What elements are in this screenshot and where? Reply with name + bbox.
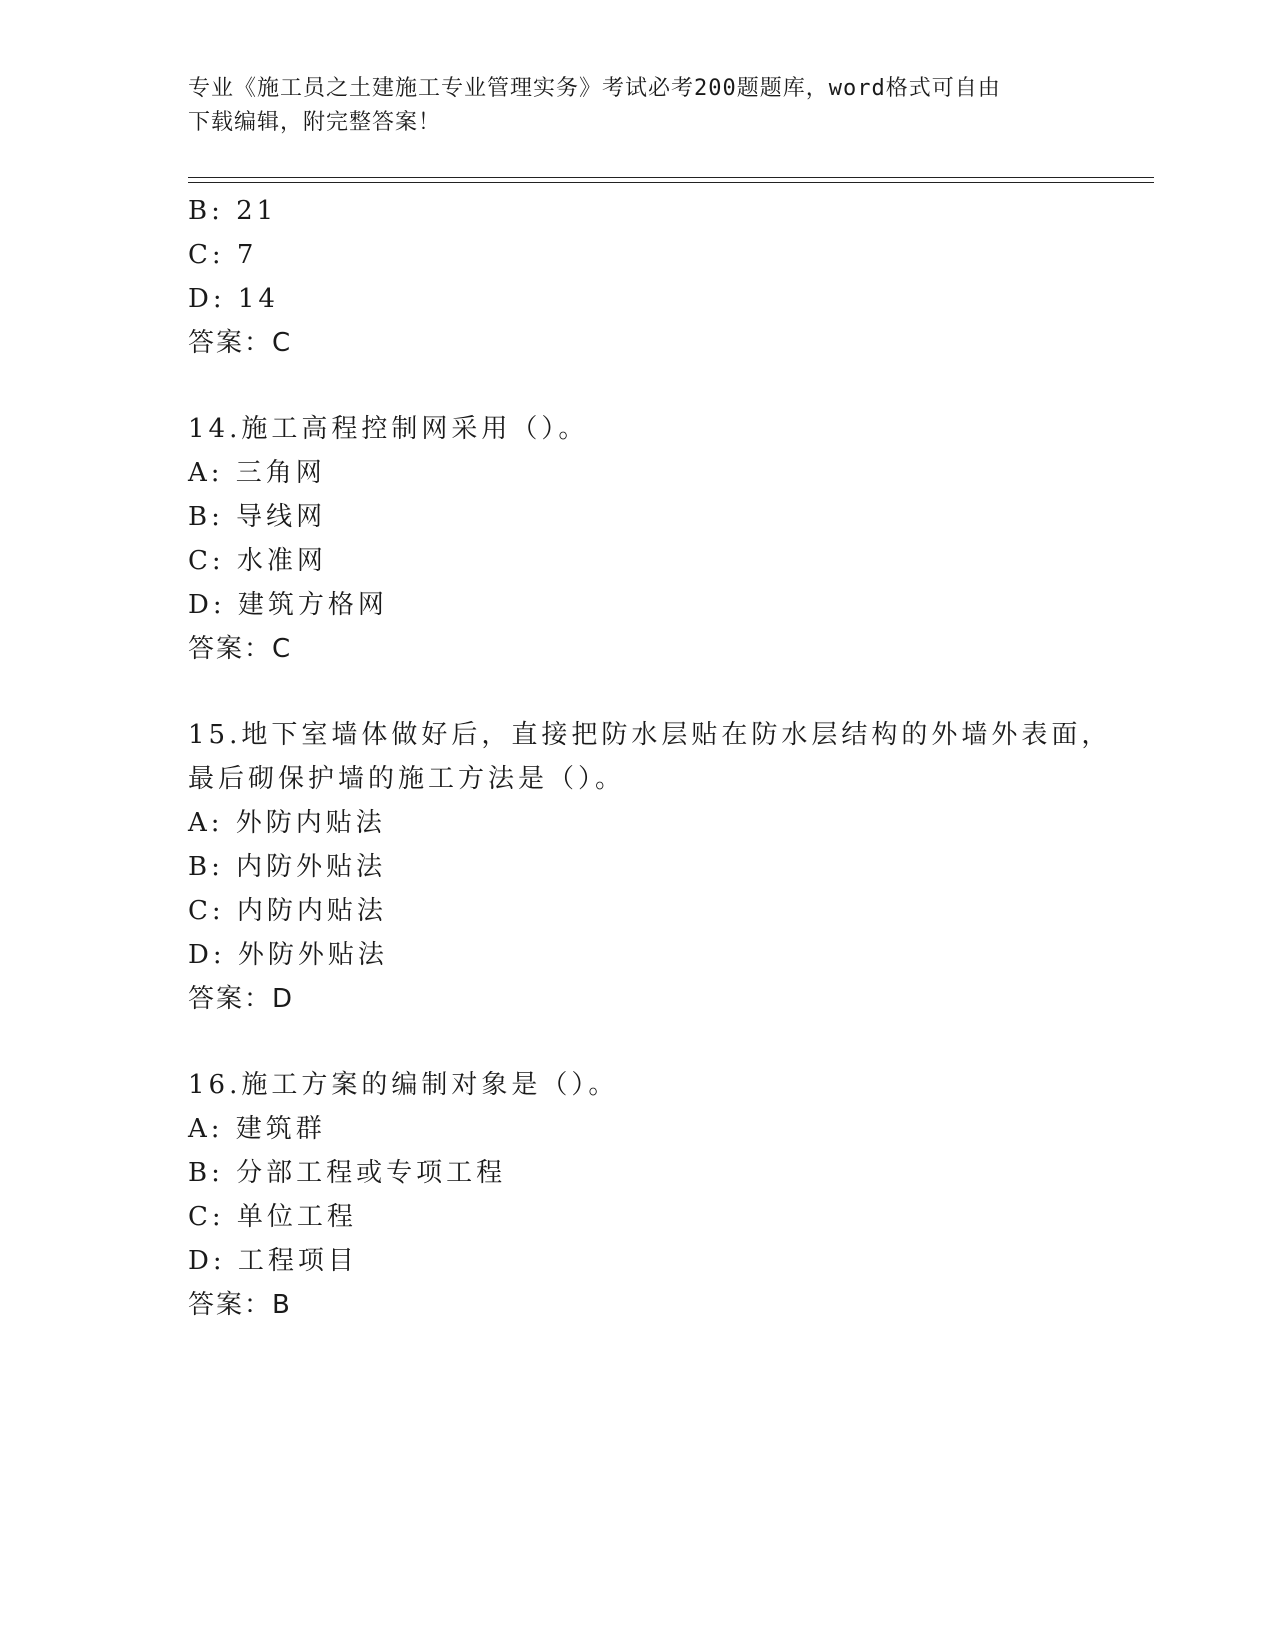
prev-option-b: B: 21 — [188, 196, 278, 226]
prev-option-c: C: 7 — [188, 240, 258, 270]
prev-option-d: D: 14 — [188, 284, 279, 314]
header-divider-top — [188, 177, 1154, 178]
header-divider-bottom — [188, 182, 1154, 183]
document-header — [188, 72, 1088, 140]
q16-option-d: D: 工程项目 — [188, 1246, 358, 1276]
q16-stem: 16.施工方案的编制对象是（）。 — [188, 1070, 619, 1100]
q14-option-c: C: 水准网 — [188, 546, 327, 576]
header-line-1: 专业《施工员之土建施工专业管理实务》考试必考200题题库，word格式可自由 — [188, 76, 1001, 101]
q14-stem: 14.施工高程控制网采用（）。 — [188, 414, 589, 444]
q15-option-d: D: 外防外贴法 — [188, 940, 388, 970]
q16-option-c: C: 单位工程 — [188, 1202, 357, 1232]
q14-option-b: B: 导线网 — [188, 502, 327, 532]
q15-stem-line-1: 15.地下室墙体做好后，直接把防水层贴在防水层结构的外墙外表面， — [188, 720, 1112, 750]
q16-answer: 答案：B — [188, 1290, 292, 1320]
q15-option-a: A: 外防内贴法 — [188, 808, 386, 838]
q14-answer: 答案：C — [188, 634, 293, 664]
q16-option-b: B: 分部工程或专项工程 — [188, 1158, 507, 1188]
q15-stem-line-2: 最后砌保护墙的施工方法是（）。 — [188, 764, 626, 794]
q15-option-b: B: 内防外贴法 — [188, 852, 387, 882]
prev-answer: 答案：C — [188, 328, 293, 358]
q14-option-a: A: 三角网 — [188, 458, 326, 488]
header-line-2: 下载编辑，附完整答案！ — [188, 110, 442, 135]
q15-option-c: C: 内防内贴法 — [188, 896, 387, 926]
q15-answer: 答案：D — [188, 984, 295, 1014]
q16-option-a: A: 建筑群 — [188, 1114, 326, 1144]
q14-option-d: D: 建筑方格网 — [188, 590, 388, 620]
